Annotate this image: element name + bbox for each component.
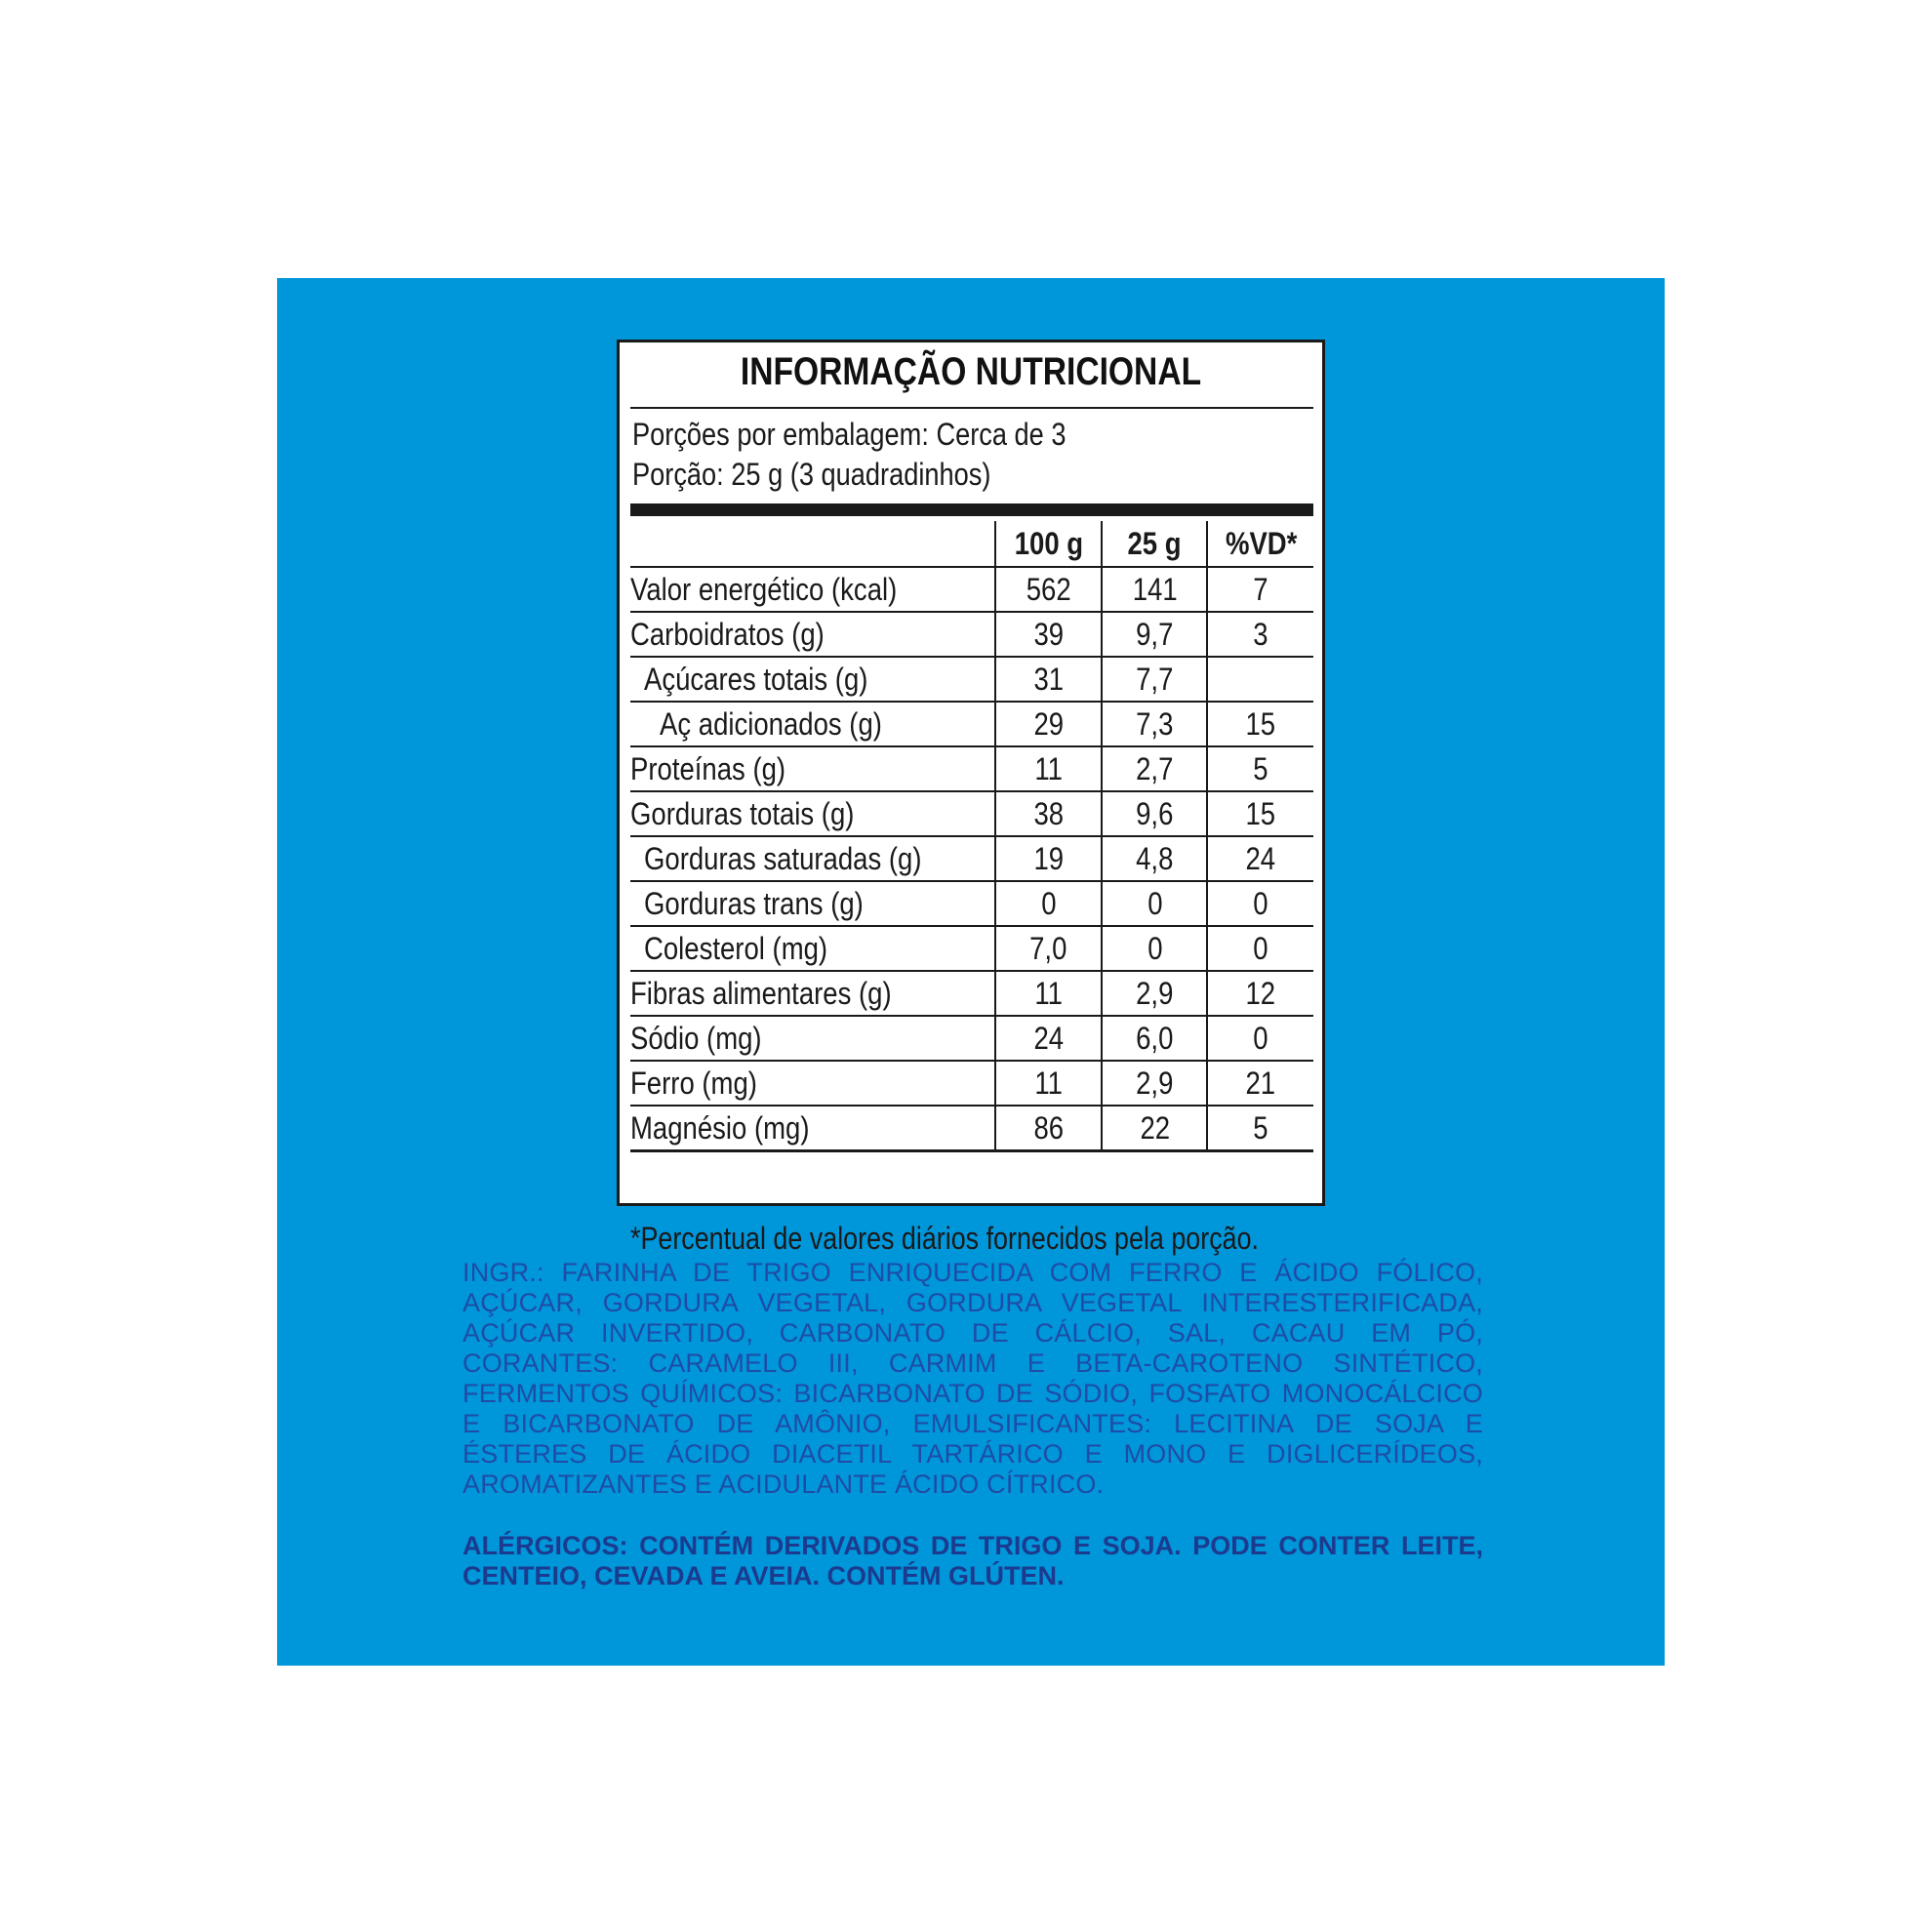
table-row bbox=[630, 791, 1313, 836]
nutrient-name: Fibras alimentares (g) bbox=[630, 971, 995, 1016]
nutrition-facts-label bbox=[617, 340, 1325, 1256]
header-daily-value: %VD* bbox=[1207, 521, 1313, 567]
daily-value-percent: 0 bbox=[1207, 881, 1313, 926]
serving-size: Porção: 25 g (3 quadradinhos) bbox=[632, 457, 991, 492]
nutrient-name: Colesterol (mg) bbox=[630, 926, 995, 971]
table-row bbox=[630, 1061, 1313, 1106]
nutrient-name: Gorduras totais (g) bbox=[630, 791, 995, 836]
value-per-100g: 11 bbox=[995, 971, 1103, 1016]
table-row bbox=[630, 971, 1313, 1016]
value-per-100g: 24 bbox=[995, 1016, 1103, 1061]
servings-per-package: Porções por embalagem: Cerca de 3 bbox=[632, 417, 1067, 452]
value-per-100g: 86 bbox=[995, 1106, 1103, 1151]
daily-value-percent: 3 bbox=[1207, 612, 1313, 657]
ingredients-text: INGR.: FARINHA DE TRIGO ENRIQUECIDA COM FERRO E ÁCIDO FÓLICO, AÇÚCAR, GORDURA VEGETAL, GORDURA VEGETAL INTERESTERIFICADA, AÇÚCAR INVERTIDO, CARBONATO DE CÁLCIO, SAL, CACAU EM PÓ, CORANTES: CARAMELO III, CARMIM E BETA-CAROTENO SINTÉTICO, FERMENTOS QUÍMICOS: BICARBONATO DE SÓDIO, FOSFATO MONOCÁLCICO E BICARBONATO DE AMÔNIO, EMULSIFICANTES: LECITINA DE SOJA E ÉSTERES DE ÁCIDO DIACETIL TARTÁRICO E MONO E DIGLICERÍDEOS, AROMATIZANTES E ACIDULANTE ÁCIDO CÍTRICO. bbox=[463, 1258, 1483, 1499]
nutrient-name: Valor energético (kcal) bbox=[630, 567, 995, 612]
label-title: INFORMAÇÃO NUTRICIONAL bbox=[740, 350, 1202, 393]
header-per-serving: 25 g bbox=[1102, 521, 1207, 567]
daily-value-percent: 15 bbox=[1207, 791, 1313, 836]
nutrition-table bbox=[630, 521, 1313, 1152]
value-per-serving: 7,3 bbox=[1102, 702, 1207, 746]
nutrient-name: Ferro (mg) bbox=[630, 1061, 995, 1106]
nutrient-name: Aç adicionados (g) bbox=[630, 702, 995, 746]
value-per-100g: 29 bbox=[995, 702, 1103, 746]
value-per-100g: 11 bbox=[995, 746, 1103, 791]
value-per-serving: 22 bbox=[1102, 1106, 1207, 1151]
table-row bbox=[630, 1016, 1313, 1061]
value-per-100g: 19 bbox=[995, 836, 1103, 881]
daily-value-footnote: *Percentual de valores diários fornecidos pela porção. bbox=[630, 1221, 1260, 1256]
table-row bbox=[630, 836, 1313, 881]
value-per-100g: 39 bbox=[995, 612, 1103, 657]
nutrient-name: Carboidratos (g) bbox=[630, 612, 995, 657]
daily-value-percent: 7 bbox=[1207, 567, 1313, 612]
value-per-serving: 9,7 bbox=[1102, 612, 1207, 657]
table-row bbox=[630, 567, 1313, 612]
nutrient-name: Gorduras saturadas (g) bbox=[630, 836, 995, 881]
daily-value-percent: 15 bbox=[1207, 702, 1313, 746]
value-per-serving: 0 bbox=[1102, 926, 1207, 971]
title-divider bbox=[630, 407, 1313, 409]
value-per-100g: 31 bbox=[995, 657, 1103, 702]
table-row bbox=[630, 612, 1313, 657]
value-per-serving: 9,6 bbox=[1102, 791, 1207, 836]
daily-value-percent: 5 bbox=[1207, 746, 1313, 791]
nutrient-name: Gorduras trans (g) bbox=[630, 881, 995, 926]
nutrient-name: Sódio (mg) bbox=[630, 1016, 995, 1061]
nutrient-name: Açúcares totais (g) bbox=[630, 657, 995, 702]
value-per-100g: 562 bbox=[995, 567, 1103, 612]
value-per-serving: 141 bbox=[1102, 567, 1207, 612]
nutrient-name: Proteínas (g) bbox=[630, 746, 995, 791]
daily-value-percent: 12 bbox=[1207, 971, 1313, 1016]
value-per-100g: 7,0 bbox=[995, 926, 1103, 971]
allergens-text: ALÉRGICOS: CONTÉM DERIVADOS DE TRIGO E SOJA. PODE CONTER LEITE, CENTEIO, CEVADA E AVEIA. CONTÉM GLÚTEN. bbox=[463, 1531, 1483, 1590]
value-per-serving: 2,7 bbox=[1102, 746, 1207, 791]
daily-value-percent bbox=[1207, 657, 1313, 702]
value-per-100g: 11 bbox=[995, 1061, 1103, 1106]
table-row bbox=[630, 702, 1313, 746]
daily-value-percent: 21 bbox=[1207, 1061, 1313, 1106]
header-nutrient bbox=[630, 521, 995, 567]
value-per-100g: 0 bbox=[995, 881, 1103, 926]
value-per-serving: 2,9 bbox=[1102, 1061, 1207, 1106]
header-per-100g: 100 g bbox=[995, 521, 1103, 567]
value-per-100g: 38 bbox=[995, 791, 1103, 836]
value-per-serving: 6,0 bbox=[1102, 1016, 1207, 1061]
table-row bbox=[630, 926, 1313, 971]
value-per-serving: 7,7 bbox=[1102, 657, 1207, 702]
table-row bbox=[630, 1106, 1313, 1151]
table-row bbox=[630, 746, 1313, 791]
daily-value-percent: 24 bbox=[1207, 836, 1313, 881]
value-per-serving: 4,8 bbox=[1102, 836, 1207, 881]
table-row bbox=[630, 881, 1313, 926]
table-row bbox=[630, 657, 1313, 702]
package-panel bbox=[277, 278, 1665, 1666]
daily-value-percent: 0 bbox=[1207, 926, 1313, 971]
daily-value-percent: 0 bbox=[1207, 1016, 1313, 1061]
daily-value-percent: 5 bbox=[1207, 1106, 1313, 1151]
value-per-serving: 0 bbox=[1102, 881, 1207, 926]
nutrient-name: Magnésio (mg) bbox=[630, 1106, 995, 1151]
table-header-row bbox=[630, 521, 1313, 567]
value-per-serving: 2,9 bbox=[1102, 971, 1207, 1016]
serving-divider bbox=[630, 503, 1313, 516]
